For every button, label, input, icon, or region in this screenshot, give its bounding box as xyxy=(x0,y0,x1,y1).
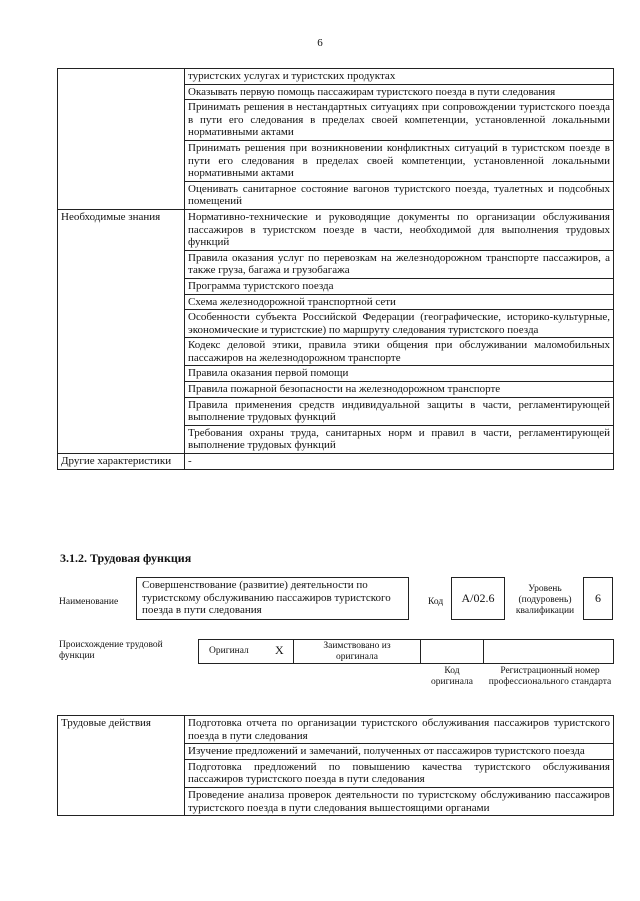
borrowed-label: Заимствовано из оригинала xyxy=(323,641,391,662)
skill-item: Принимать решения при возникновении конфликтных ситуаций в туристском поезде в пути его следования в пределах своей компетенции, установленной локальными нормативными актами xyxy=(185,140,614,181)
borrowed-cell xyxy=(293,639,421,664)
knowledge-item: Схема железнодорожной транспортной сети xyxy=(185,294,614,310)
knowledge-label: Необходимые знания xyxy=(58,209,185,453)
level-value-box: 6 xyxy=(583,577,613,620)
knowledge-item: Программа туристского поезда xyxy=(185,278,614,294)
function-name-box: Совершенствование (развитие) деятельности по туристскому обслуживанию пассажиров туристского поезда в пути следования xyxy=(136,577,409,620)
actions-label: Трудовые действия xyxy=(58,716,185,816)
origin-code-cell xyxy=(420,639,484,664)
level-label: Уровень (подуровень) квалификации xyxy=(515,584,575,616)
skill-item: Принимать решения в нестандартных ситуациях при сопровождении туристского поезда в пути его следования в пределах своей компетенции, установленной локальными нормативными актами xyxy=(185,100,614,141)
table-row xyxy=(58,69,614,85)
labor-actions-table xyxy=(57,715,614,816)
skills-knowledge-table xyxy=(57,68,614,470)
action-item: Проведение анализа проверок деятельности по туристскому обслуживанию пассажиров туристского поезда в пути следования вышестоящими органами xyxy=(185,787,614,815)
knowledge-item: Требования охраны труда, санитарных норм и правил в части, регламентирующей выполнение трудовых функций xyxy=(185,425,614,453)
page-number: 6 xyxy=(317,37,323,49)
reg-caption: Регистрационный номер профессионального стандарта xyxy=(488,666,612,687)
original-label: Оригинал xyxy=(209,646,249,656)
knowledge-item: Кодекс деловой этики, правила этики общения при обслуживании маломобильных пассажиров на железнодорожном транспорте xyxy=(185,338,614,366)
origin-label: Происхождение трудовой функции xyxy=(59,640,163,661)
function-code-box: А/02.6 xyxy=(451,577,505,620)
table-row xyxy=(58,454,614,470)
knowledge-item: Правила применения средств индивидуальной защиты в части, регламентирующей выполнение трудовых функций xyxy=(185,397,614,425)
action-item: Подготовка отчета по организации туристского обслуживания пассажиров туристского поезда в пути следования xyxy=(185,716,614,744)
knowledge-item: Нормативно-технические и руководящие документы по организации обслуживания пассажиров в туристском поезде в части, необходимой для выполнения трудовых функций xyxy=(185,209,614,250)
skill-item: туристских услугах и туристских продуктах xyxy=(185,69,614,85)
action-item: Подготовка предложений по повышению качества туристского обслуживания пассажиров туристского поезда в пути следования xyxy=(185,759,614,787)
skill-item: Оказывать первую помощь пассажирам туристского поезда в пути следования xyxy=(185,84,614,100)
other-label: Другие характеристики xyxy=(58,454,185,470)
action-item: Изучение предложений и замечаний, полученных от пассажиров туристского поезда xyxy=(185,744,614,760)
skill-item: Оценивать санитарное состояние вагонов туристского поезда, туалетных и подсобных помещений xyxy=(185,181,614,209)
origin-reg-cell xyxy=(483,639,614,664)
code-caption: Код оригинала xyxy=(431,666,473,687)
knowledge-item: Правила пожарной безопасности на железнодорожном транспорте xyxy=(185,382,614,398)
knowledge-item: Правила оказания первой помощи xyxy=(185,366,614,382)
name-label: Наименование xyxy=(59,597,119,607)
other-value: - xyxy=(185,454,614,470)
code-label: Код xyxy=(428,597,444,607)
original-mark: X xyxy=(275,643,284,657)
knowledge-item: Правила оказания услуг по перевозкам на железнодорожном транспорте пассажиров, а также груза, багажа и грузобагажа xyxy=(185,250,614,278)
section-heading: 3.1.2. Трудовая функция xyxy=(60,551,192,565)
skills-label-cell xyxy=(58,69,185,210)
knowledge-item: Особенности субъекта Российской Федерации (географические, историко-культурные, экономические и туристские) по маршруту следования туристского поезда xyxy=(185,310,614,338)
table-row xyxy=(58,716,614,744)
origin-original-cell xyxy=(198,639,294,664)
table-row xyxy=(58,209,614,250)
